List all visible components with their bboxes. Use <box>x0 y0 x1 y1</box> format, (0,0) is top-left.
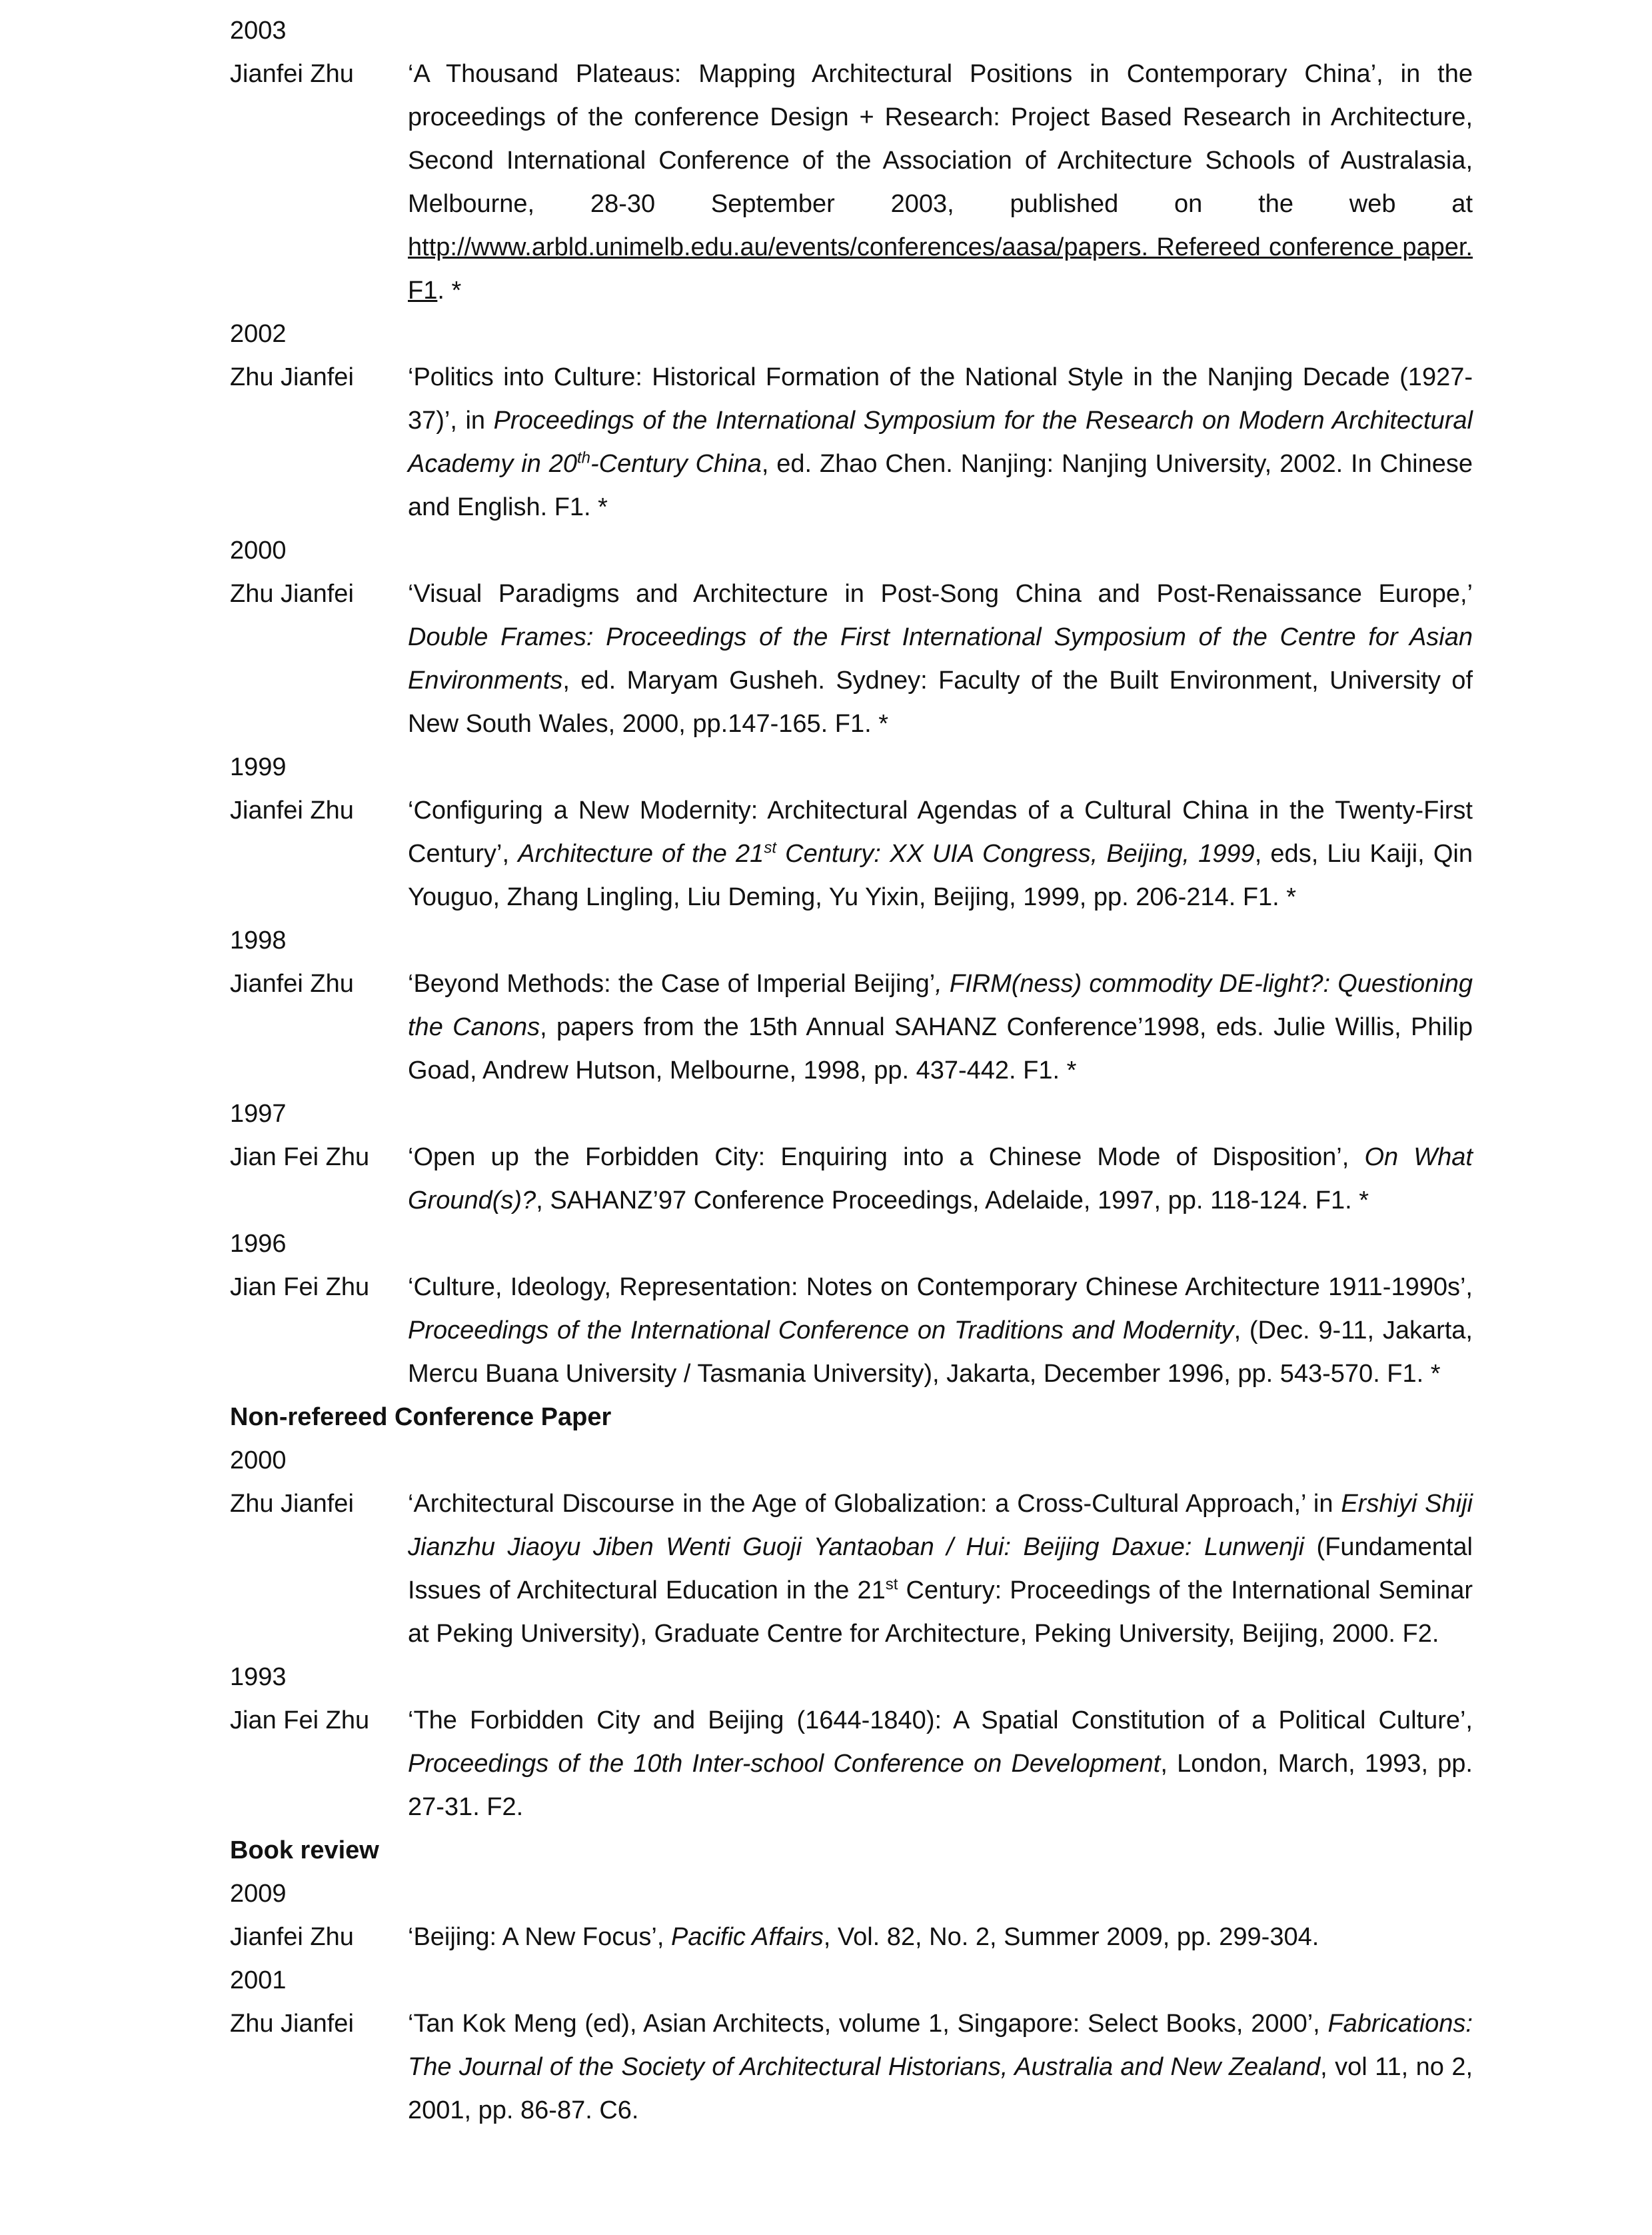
citation-title: Proceedings of the 10th Inter-school Conference on Development <box>408 1750 1161 1778</box>
publication-entry <box>230 789 1473 919</box>
year-heading: 2009 <box>230 1880 287 1908</box>
citation-text: ‘The Forbidden City and Beijing (1644-1840): A Spatial Constitution of a Political Culture’, <box>408 1706 1473 1734</box>
entry-author: Jianfei Zhu <box>230 1923 354 1951</box>
citation-superscript-text: st <box>764 839 776 857</box>
citation-text: , SAHANZ’97 Conference Proceedings, Adelaide, 1997, pp. 118-124. F1. * <box>536 1186 1369 1214</box>
entry-author: Zhu Jianfei <box>230 363 354 391</box>
citation-text: ‘Visual Paradigms and Architecture in Post-Song China and Post-Renaissance Europe,’ <box>408 580 1473 608</box>
entry-citation <box>408 573 1473 746</box>
section-heading: Book review <box>230 1836 379 1864</box>
citation-title: , FIRM(ness) commodity DE-light?: Questioning the Canons <box>408 970 1473 1041</box>
citation-text: , ed. Maryam Gusheh. Sydney: Faculty of the Built Environment, University of New South Wales, 2000, pp.147-165. F1. * <box>408 667 1473 738</box>
citation-title: Double Frames: Proceedings of the First International Symposium of the Centre for Asian Environments <box>408 623 1473 695</box>
publication-entry <box>230 356 1473 529</box>
publication-entry <box>230 963 1473 1093</box>
citation-superscript: st <box>885 1575 898 1594</box>
publication-entry <box>230 573 1473 746</box>
citation-text: ‘Beijing: A New Focus’, <box>408 1923 671 1951</box>
citation-title: -Century China <box>590 450 762 478</box>
year-heading: 2001 <box>230 1966 287 1994</box>
citation-superscript <box>577 449 590 467</box>
citation-text: ‘Open up the Forbidden City: Enquiring into a Chinese Mode of Disposition’, <box>408 1143 1365 1171</box>
entry-author: Jian Fei Zhu <box>230 1143 370 1171</box>
entry-citation <box>408 2002 1473 2132</box>
citation-superscript-text: th <box>576 449 590 467</box>
entry-author: Zhu Jianfei <box>230 2010 354 2038</box>
citation-title: Century: XX UIA Congress, Beijing, 1999 <box>776 840 1255 868</box>
publication-entry <box>230 53 1473 313</box>
citation-title: Proceedings of the International Conference on Traditions and Modernity <box>408 1316 1234 1344</box>
citation-text: . * <box>437 277 462 305</box>
entry-author: Zhu Jianfei <box>230 580 354 608</box>
citation-text: ‘Configuring a New Modernity: Architectural Agendas of a Cultural China in the Twenty-First Century’, <box>408 797 1473 868</box>
citation-title: Proceedings of the International Symposium for the Research on Modern Architectural Academy in 20 <box>408 407 1473 478</box>
entry-citation <box>408 356 1473 529</box>
year-heading: 2003 <box>230 17 287 45</box>
year-heading: 1998 <box>230 927 287 955</box>
section-heading: Non-refereed Conference Paper <box>230 1403 612 1431</box>
publication-entry <box>230 1136 1473 1222</box>
year-heading: 1999 <box>230 753 287 781</box>
year-heading: 1997 <box>230 1100 287 1128</box>
citation-text: ‘Tan Kok Meng (ed), Asian Architects, volume 1, Singapore: Select Books, 2000’, <box>408 2010 1328 2038</box>
citation-text: Century: Proceedings of the International Seminar at Peking University), Graduate Centre for Architecture, Peking University, Beijing, 2000. F2. <box>408 1576 1473 1648</box>
entry-author: Jianfei Zhu <box>230 797 354 825</box>
citation-text: , London, March, 1993, pp. 27-31. F2. <box>408 1750 1473 1821</box>
citation-text: (Fundamental Issues of Architectural Education in the 21 <box>408 1533 1473 1604</box>
citation-link[interactable]: http://www.arbld.unimelb.edu.au/events/conferences/aasa/papers. Refereed conference paper. F1 <box>408 233 1473 305</box>
entry-author: Jianfei Zhu <box>230 970 354 998</box>
entry-citation <box>408 789 1473 919</box>
entry-citation <box>408 1482 1473 1656</box>
entry-author: Zhu Jianfei <box>230 1490 354 1518</box>
year-heading: 2000 <box>230 1446 287 1474</box>
entry-citation <box>408 1266 1473 1396</box>
year-heading: 2002 <box>230 320 287 348</box>
publication-entry <box>230 1266 1473 1396</box>
citation-text: ‘A Thousand Plateaus: Mapping Architectural Positions in Contemporary China’, in the proceedings of the conference Design + Research: Project Based Research in Architecture, Second International Conference of the Association of Architecture Schools of Australasia, Melbourne, 28-30 September 2003, published on the web at <box>408 60 1473 218</box>
publication-entry <box>230 2002 1473 2132</box>
citation-text: ‘Beyond Methods: the Case of Imperial Beijing’ <box>408 970 936 998</box>
year-heading: 1993 <box>230 1663 287 1691</box>
citation-title: On What Ground(s)? <box>408 1143 1473 1214</box>
citation-text: , Vol. 82, No. 2, Summer 2009, pp. 299-304. <box>823 1923 1319 1951</box>
citation-text: ‘Politics into Culture: Historical Formation of the National Style in the Nanjing Decade (1927-37)’, in <box>408 363 1473 435</box>
entry-citation <box>408 1136 1473 1222</box>
citation-text: ‘Architectural Discourse in the Age of Globalization: a Cross-Cultural Approach,’ in <box>408 1490 1341 1518</box>
citation-text: , (Dec. 9-11, Jakarta, Mercu Buana University / Tasmania University), Jakarta, December 1996, pp. 543-570. F1. * <box>408 1316 1473 1388</box>
entry-citation <box>408 1916 1473 1959</box>
citation-title: Fabrications: The Journal of the Society of Architectural Historians, Australia and New Zealand <box>408 2010 1473 2081</box>
year-heading: 1996 <box>230 1230 287 1258</box>
publication-entry <box>230 1916 1473 1959</box>
entry-citation <box>408 963 1473 1093</box>
entry-author: Jianfei Zhu <box>230 60 354 88</box>
citation-text: , papers from the 15th Annual SAHANZ Conference’1998, eds. Julie Willis, Philip Goad, Andrew Hutson, Melbourne, 1998, pp. 437-442. F1. * <box>408 1013 1473 1085</box>
publication-entry <box>230 1482 1473 1656</box>
citation-title: Architecture of the 21 <box>518 840 764 868</box>
entry-author: Jian Fei Zhu <box>230 1273 370 1301</box>
entry-author: Jian Fei Zhu <box>230 1706 370 1734</box>
citation-title: Pacific Affairs <box>670 1923 824 1951</box>
citation-text: ‘Culture, Ideology, Representation: Notes on Contemporary Chinese Architecture 1911-1990s’, <box>408 1273 1473 1301</box>
citation-superscript <box>764 839 776 857</box>
publication-list <box>230 9 1473 2132</box>
citation-text: , eds, Liu Kaiji, Qin Youguo, Zhang Lingling, Liu Deming, Yu Yixin, Beijing, 1999, pp. 206-214. F1. * <box>408 840 1473 911</box>
citation-title: Ershiyi Shiji Jianzhu Jiaoyu Jiben Wenti Guoji Yantaoban / Hui: Beijing Daxue: Lunwenji <box>408 1490 1473 1561</box>
entry-citation <box>408 1699 1473 1829</box>
year-heading: 2000 <box>230 537 287 565</box>
citation-text: , vol 11, no 2, 2001, pp. 86-87. C6. <box>408 2053 1473 2124</box>
citation-text: , ed. Zhao Chen. Nanjing: Nanjing University, 2002. In Chinese and English. F1. * <box>408 450 1473 521</box>
entry-citation <box>408 53 1473 313</box>
publication-entry <box>230 1699 1473 1829</box>
